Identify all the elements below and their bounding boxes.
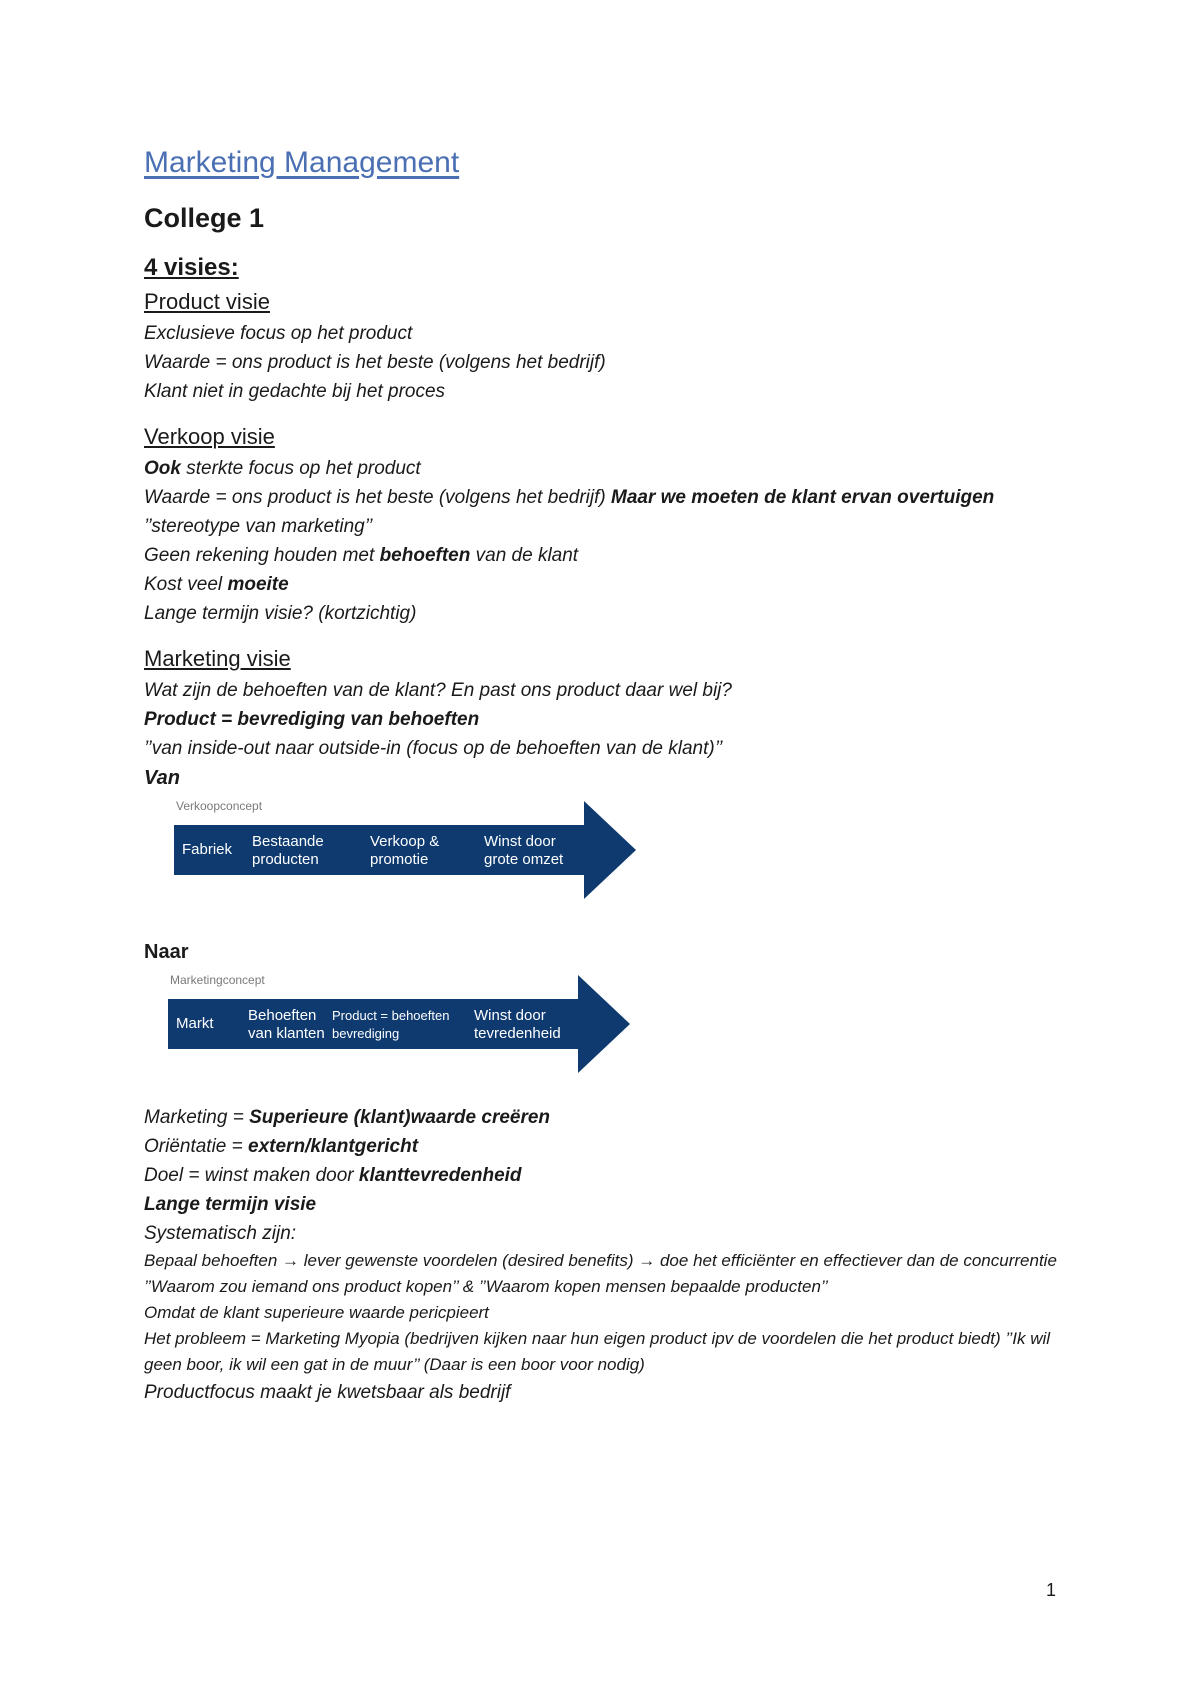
- product-visie-line: Klant niet in gedachte bij het proces: [144, 381, 446, 402]
- diagram-step: Winst door tevredenheid: [474, 1007, 561, 1042]
- verkoop-visie-line: ’’stereotype van marketing’’: [144, 516, 373, 537]
- naar-label: Naar: [144, 941, 189, 963]
- verkoopconcept-diagram: [166, 797, 686, 907]
- diagram-step: Product = behoeften bevrediging: [332, 1008, 450, 1041]
- summary-block: [144, 1103, 1064, 1407]
- diagram-step: Fabriek: [182, 841, 233, 858]
- marketing-visie-line: ’’van inside-out naar outside-in (focus op de behoeften van de klant)’’: [144, 738, 723, 759]
- product-visie-heading: Product visie: [144, 289, 270, 314]
- verkoop-visie-heading: Verkoop visie: [144, 424, 275, 449]
- summary-line: Marketing = Superieure (klant)waarde creëren: [144, 1107, 551, 1128]
- product-visie-line: Waarde = ons product is het beste (volgens het bedrijf): [144, 352, 606, 373]
- visies-heading: 4 visies:: [144, 254, 239, 281]
- summary-line: Lange termijn visie: [144, 1194, 317, 1215]
- van-label: Van: [144, 767, 180, 789]
- summary-line: Oriëntatie = extern/klantgericht: [144, 1136, 419, 1157]
- marketing-visie-line: Wat zijn de behoeften van de klant? En past ons product daar wel bij?: [144, 680, 732, 701]
- college-heading: College 1: [144, 203, 265, 233]
- marketingconcept-label: Marketingconcept: [170, 973, 265, 987]
- marketing-visie-heading: Marketing visie: [144, 646, 291, 671]
- page-number: 1: [1046, 1580, 1057, 1600]
- diagram-step: Markt: [176, 1015, 214, 1032]
- verkoop-visie-line: Waarde = ons product is het beste (volgens het bedrijf) Maar we moeten de klant ervan overtuigen: [144, 487, 995, 508]
- document-title: Marketing Management: [144, 146, 460, 179]
- marketing-visie-line: Product = bevrediging van behoeften: [144, 709, 480, 730]
- verkoop-visie-line: Ook sterkte focus op het product: [144, 458, 421, 479]
- summary-line: Omdat de klant superieure waarde pericpieert: [144, 1303, 489, 1322]
- summary-line: Bepaal behoeften → lever gewenste voordelen (desired benefits) → doe het efficiënter en effectiever dan de concurrentie: [144, 1251, 1057, 1270]
- summary-line: Productfocus maakt je kwetsbaar als bedrijf: [144, 1382, 511, 1403]
- marketingconcept-diagram: [160, 971, 680, 1081]
- diagram-step: Bestaande producten: [252, 833, 324, 868]
- product-visie-line: Exclusieve focus op het product: [144, 323, 413, 344]
- summary-line: Doel = winst maken door klanttevredenheid: [144, 1165, 522, 1186]
- summary-line: Het probleem = Marketing Myopia (bedrijven kijken naar hun eigen product ipv de voordelen die het product biedt) ’’Ik wil geen boor, ik wil een gat in de muur’’ (Daar is een boor voor nodig): [144, 1329, 1051, 1374]
- verkoop-visie-line: Lange termijn visie? (kortzichtig): [144, 603, 417, 624]
- verkoop-visie-line: Kost veel moeite: [144, 574, 289, 595]
- diagram-step: Winst door grote omzet: [484, 833, 564, 868]
- diagram-step: Behoeften van klanten: [248, 1007, 325, 1042]
- diagram-step: Verkoop & promotie: [370, 833, 440, 868]
- verkoop-visie-line: Geen rekening houden met behoeften van de klant: [144, 545, 579, 566]
- summary-line: ’’Waarom zou iemand ons product kopen’’ & ’’Waarom kopen mensen bepaalde producten’’: [144, 1277, 828, 1296]
- document-content: [144, 145, 1064, 1407]
- summary-line: Systematisch zijn:: [144, 1223, 297, 1244]
- verkoopconcept-label: Verkoopconcept: [176, 799, 263, 813]
